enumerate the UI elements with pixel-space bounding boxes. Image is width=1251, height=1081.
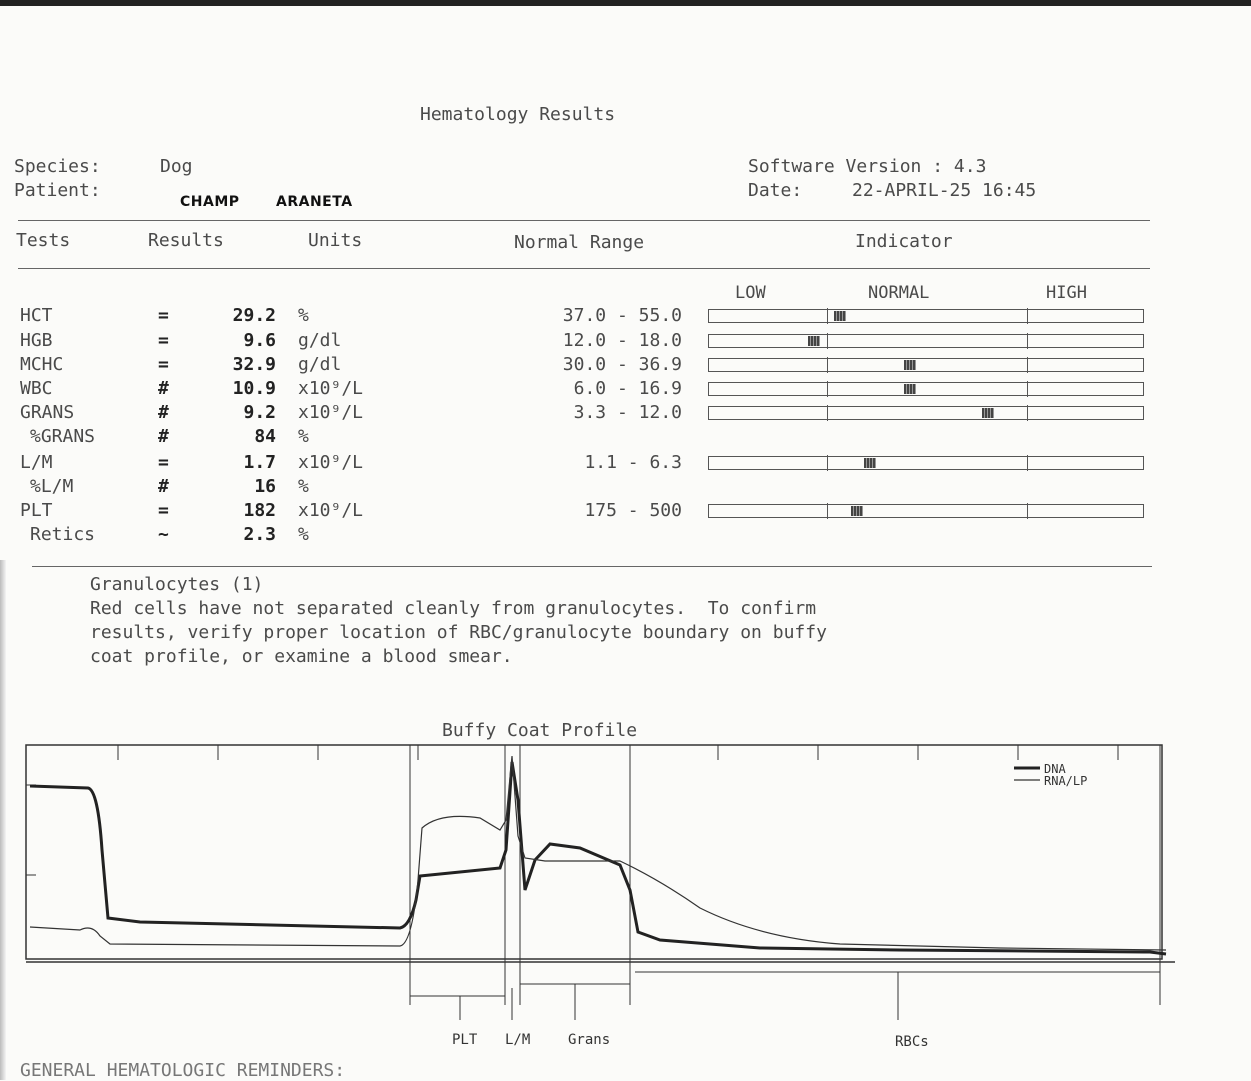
divider-header (18, 268, 1150, 269)
normal-range: 37.0 - 55.0 (562, 305, 682, 326)
legend-dna-label: DNA (1044, 762, 1066, 776)
indicator-bar (708, 504, 1144, 518)
indicator-low-label: LOW (735, 283, 766, 303)
result-operator: # (158, 426, 169, 447)
result-operator: = (158, 500, 169, 521)
indicator-marker (808, 336, 820, 346)
indicator-high-label: HIGH (1046, 283, 1087, 303)
patient-last-name: ARANETA (276, 194, 353, 210)
note-line-1: Red cells have not separated cleanly from granulocytes. To confirm (90, 598, 817, 619)
result-operator: # (158, 402, 169, 423)
result-unit: x10⁹/L (298, 500, 364, 521)
result-operator: = (158, 305, 169, 326)
result-unit: % (298, 426, 309, 447)
result-value: 29.2 (232, 305, 276, 326)
test-name: WBC (20, 378, 53, 399)
legend-rna-label: RNA/LP (1044, 774, 1088, 788)
species-label: Species: (14, 156, 101, 177)
normal-range: 6.0 - 16.9 (573, 378, 682, 399)
header-indicator: Indicator (855, 231, 953, 252)
indicator-divider-high (1027, 405, 1028, 421)
indicator-marker (904, 360, 916, 370)
result-unit: x10⁹/L (298, 378, 364, 399)
indicator-marker (864, 458, 876, 468)
chart-frame (26, 745, 1162, 959)
zone-label-rbcs: RBCs (895, 1034, 929, 1050)
result-unit: g/dl (298, 330, 342, 351)
result-operator: = (158, 330, 169, 351)
normal-range: 175 - 500 (584, 500, 682, 521)
test-name: MCHC (20, 354, 64, 375)
patient-first-name: CHAMP (180, 194, 240, 210)
result-operator: = (158, 354, 169, 375)
label-ticks (460, 972, 898, 1020)
zone-label-lm: L/M (505, 1032, 531, 1048)
result-value: 2.3 (243, 524, 276, 545)
result-unit: % (298, 476, 309, 497)
indicator-divider-low (827, 381, 828, 397)
result-operator: = (158, 452, 169, 473)
result-value: 32.9 (232, 354, 276, 375)
result-unit: % (298, 305, 309, 326)
dna-curve (30, 762, 1166, 954)
result-operator: ~ (158, 524, 169, 545)
test-name: Retics (30, 524, 96, 545)
indicator-divider-high (1027, 357, 1028, 373)
indicator-bar (708, 456, 1144, 470)
test-name: L/M (20, 452, 53, 473)
divider-results (32, 566, 1152, 567)
software-version: Software Version : 4.3 (748, 156, 987, 177)
normal-range: 1.1 - 6.3 (584, 452, 682, 473)
test-name: HCT (20, 305, 53, 326)
result-value: 1.7 (243, 452, 276, 473)
result-value: 182 (243, 500, 276, 521)
buffy-title: Buffy Coat Profile (442, 720, 638, 741)
result-unit: % (298, 524, 309, 545)
buffy-coat-profile-chart (0, 740, 1251, 1060)
note-line-3: coat profile, or examine a blood smear. (90, 646, 513, 667)
note-heading: Granulocytes (1) (90, 574, 264, 595)
indicator-marker (982, 408, 994, 418)
normal-range: 3.3 - 12.0 (573, 402, 682, 423)
patient-label: Patient: (14, 180, 101, 201)
result-value: 10.9 (232, 378, 276, 399)
normal-range: 30.0 - 36.9 (562, 354, 682, 375)
header-normal-range: Normal Range (514, 232, 645, 253)
zone-label-plt: PLT (452, 1032, 478, 1048)
test-name: PLT (20, 500, 53, 521)
report-title: Hematology Results (420, 104, 616, 125)
header-units: Units (308, 230, 363, 251)
indicator-bar (708, 309, 1144, 323)
indicator-divider-low (827, 357, 828, 373)
test-name: %L/M (30, 476, 74, 497)
result-operator: # (158, 378, 169, 399)
zone-label-grans: Grans (568, 1032, 611, 1048)
indicator-divider-high (1027, 308, 1028, 324)
indicator-divider-high (1027, 503, 1028, 519)
result-value: 9.2 (243, 402, 276, 423)
result-operator: # (158, 476, 169, 497)
indicator-marker (851, 506, 863, 516)
result-unit: x10⁹/L (298, 452, 364, 473)
indicator-bar (708, 382, 1144, 396)
note-line-2: results, verify proper location of RBC/granulocyte boundary on buffy (90, 622, 827, 643)
divider-top (18, 220, 1150, 221)
test-name: GRANS (20, 402, 75, 423)
indicator-divider-low (827, 405, 828, 421)
date-label: Date: (748, 180, 803, 201)
normal-range: 12.0 - 18.0 (562, 330, 682, 351)
result-value: 9.6 (243, 330, 276, 351)
test-name: HGB (20, 330, 53, 351)
rna-lp-curve (30, 756, 1166, 950)
indicator-divider-low (827, 308, 828, 324)
date-value: 22-APRIL-25 16:45 (852, 180, 1037, 201)
indicator-bar (708, 358, 1144, 372)
test-name: %GRANS (30, 426, 96, 447)
indicator-bar (708, 334, 1144, 348)
indicator-divider-low (827, 333, 828, 349)
indicator-divider-high (1027, 381, 1028, 397)
header-results: Results (148, 230, 224, 251)
indicator-divider-low (827, 455, 828, 471)
result-unit: g/dl (298, 354, 342, 375)
result-value: 84 (254, 426, 276, 447)
species-value: Dog (160, 156, 193, 177)
top-edge (0, 0, 1251, 6)
footer-reminders: GENERAL HEMATOLOGIC REMINDERS: (20, 1060, 346, 1081)
indicator-divider-high (1027, 333, 1028, 349)
indicator-divider-high (1027, 455, 1028, 471)
indicator-marker (904, 384, 916, 394)
result-unit: x10⁹/L (298, 402, 364, 423)
result-value: 16 (254, 476, 276, 497)
indicator-normal-label: NORMAL (868, 283, 930, 303)
indicator-divider-low (827, 503, 828, 519)
indicator-bar (708, 406, 1144, 420)
indicator-marker (834, 311, 846, 321)
header-tests: Tests (16, 230, 71, 251)
top-ticks (26, 745, 1118, 875)
